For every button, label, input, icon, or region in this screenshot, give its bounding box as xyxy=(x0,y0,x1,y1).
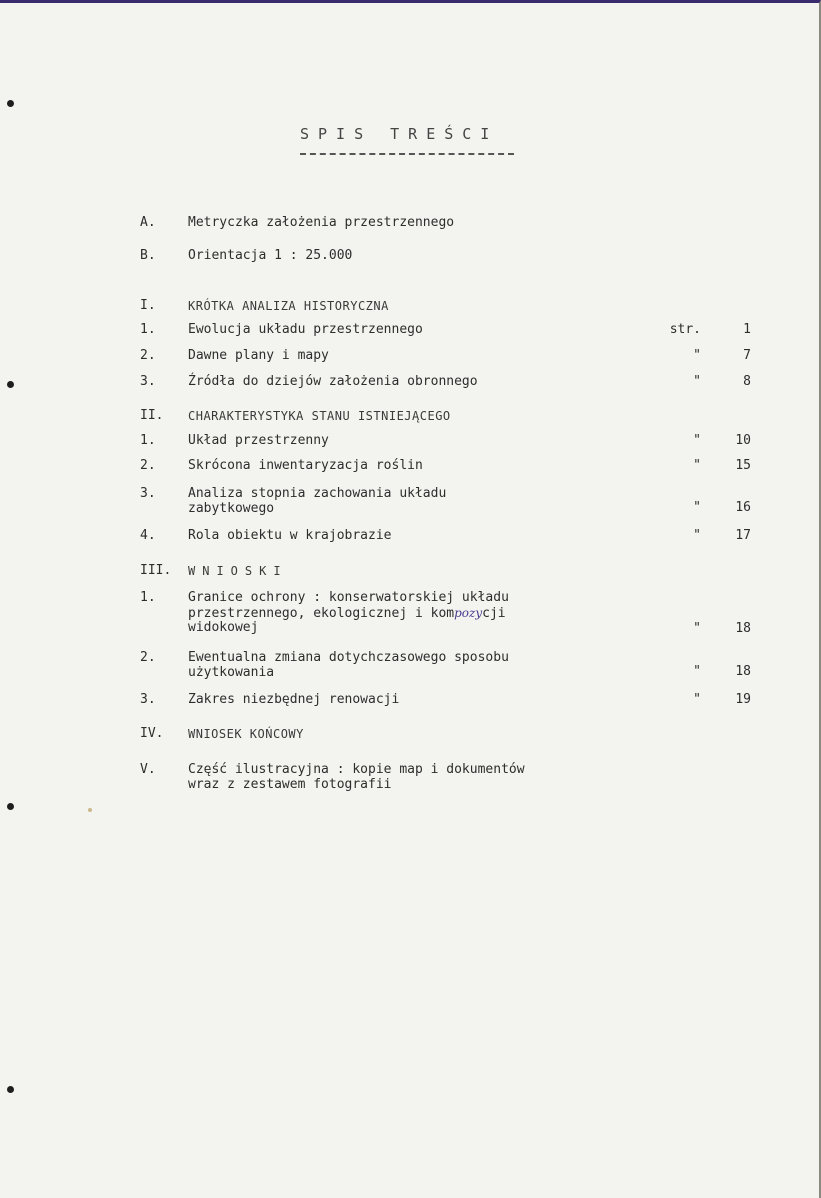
page-number: 7 xyxy=(743,348,751,363)
entry-label: 2. xyxy=(140,458,156,473)
toc-entry xyxy=(0,591,821,639)
entry-label: V. xyxy=(140,762,156,777)
entry-text: WNIOSEK KOŃCOWY xyxy=(188,727,304,741)
page-abbrev: str. xyxy=(669,322,701,337)
page-number: 15 xyxy=(735,458,751,473)
entry-label: A. xyxy=(140,215,156,230)
entry-text-line: Ewentualna zmiana dotychczasowego sposobu xyxy=(188,650,509,665)
ditto-mark: " xyxy=(693,500,701,515)
title-underline xyxy=(300,153,514,155)
entry-label: 2. xyxy=(140,348,156,363)
page-number: 16 xyxy=(735,500,751,515)
entry-text-line: widokowej xyxy=(188,620,259,635)
entry-text: CHARAKTERYSTYKA STANU ISTNIEJĄCEGO xyxy=(188,409,451,423)
typed-text: przestrzennego, ekologicznej i kom xyxy=(188,606,455,621)
entry-label: I. xyxy=(140,298,156,313)
entry-text: Rola obiektu w krajobrazie xyxy=(188,528,392,543)
entry-text: KRÓTKA ANALIZA HISTORYCZNA xyxy=(188,299,389,313)
ditto-mark: " xyxy=(693,528,701,543)
page-number: 18 xyxy=(735,664,751,679)
ditto-mark: " xyxy=(693,664,701,679)
entry-label: 2. xyxy=(140,650,156,665)
entry-label: 4. xyxy=(140,528,156,543)
entry-text: WNIOSKI xyxy=(188,564,288,578)
entry-text: Dawne plany i mapy xyxy=(188,348,329,363)
entry-text-line xyxy=(188,606,506,621)
entry-label: II. xyxy=(140,408,164,423)
entry-label: 1. xyxy=(140,590,156,605)
entry-text-line: Część ilustracyjna : kopie map i dokumentów xyxy=(188,762,525,777)
handwritten-correction: pozy xyxy=(454,606,483,620)
binder-hole xyxy=(7,100,14,107)
entry-text-line: Granice ochrony : konserwatorskiej układu xyxy=(188,590,509,605)
binder-hole xyxy=(7,803,14,810)
toc-entry xyxy=(0,651,821,683)
entry-label: III. xyxy=(140,563,172,578)
ditto-mark: " xyxy=(693,458,701,473)
entry-label: B. xyxy=(140,248,156,263)
paper-speck xyxy=(88,808,92,812)
page-number: 19 xyxy=(735,692,751,707)
binder-hole xyxy=(7,381,14,388)
entry-text-line: Analiza stopnia zachowania układu xyxy=(188,486,447,501)
ditto-mark: " xyxy=(693,692,701,707)
ditto-mark: " xyxy=(693,621,701,636)
toc-entry xyxy=(0,487,821,519)
entry-text: Układ przestrzenny xyxy=(188,433,329,448)
page-number: 18 xyxy=(735,621,751,636)
entry-text: Orientacja 1 : 25.000 xyxy=(188,248,353,263)
ditto-mark: " xyxy=(693,348,701,363)
entry-text-line: wraz z zestawem fotografii xyxy=(188,777,392,792)
page-number: 8 xyxy=(743,374,751,389)
entry-label: 1. xyxy=(140,433,156,448)
binder-hole xyxy=(7,1086,14,1093)
page-number: 1 xyxy=(743,322,751,337)
entry-label: 3. xyxy=(140,692,156,707)
entry-label: IV. xyxy=(140,726,164,741)
page-number: 10 xyxy=(735,433,751,448)
entry-label: 3. xyxy=(140,486,156,501)
toc-entry xyxy=(0,763,821,795)
page-number: 17 xyxy=(735,528,751,543)
entry-text: Zakres niezbędnej renowacji xyxy=(188,692,400,707)
ditto-mark: " xyxy=(693,433,701,448)
page-title: SPIS TREŚCI xyxy=(300,125,499,143)
typed-text: cji xyxy=(482,606,506,621)
entry-label: 3. xyxy=(140,374,156,389)
entry-text-line: użytkowania xyxy=(188,665,275,680)
ditto-mark: " xyxy=(693,374,701,389)
entry-text: Skrócona inwentaryzacja roślin xyxy=(188,458,423,473)
entry-text: Metryczka założenia przestrzennego xyxy=(188,215,455,230)
entry-text: Źródła do dziejów założenia obronnego xyxy=(188,374,478,389)
entry-label: 1. xyxy=(140,322,156,337)
entry-text: Ewolucja układu przestrzennego xyxy=(188,322,423,337)
entry-text-line: zabytkowego xyxy=(188,501,275,516)
